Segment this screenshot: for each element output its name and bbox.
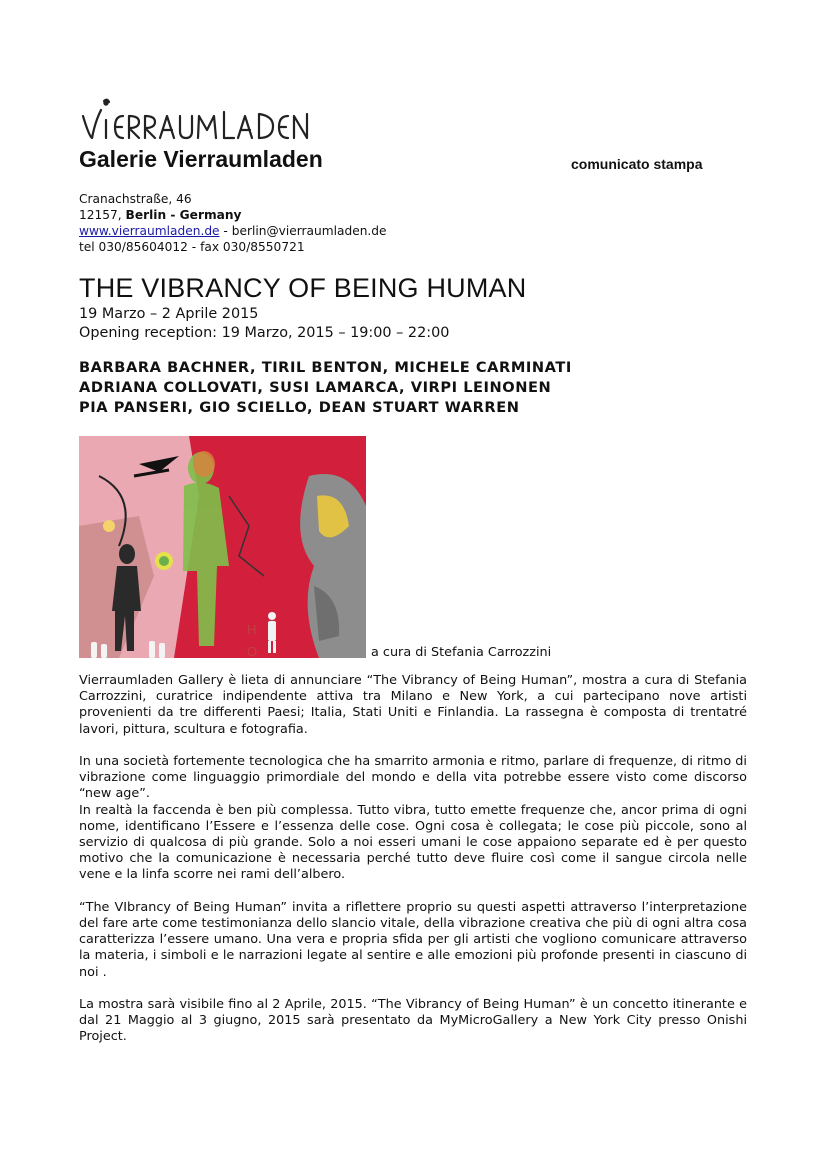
body-paragraph: “The VIbrancy of Being Human” invita a riflettere proprio su questi aspetti attraverso l’interpretazione del fare arte come testimonianza dello slancio vitale, della vibrazione creativa che più di ogni altra cosa caratterizza l’essere umano. Una vera e propria sfida per gli artisti che vogliono comunicare attraverso la materia, i simboli e le narrazioni legate al sentire e alle emozioni più profonde presenti in ciascuno di noi . xyxy=(79,899,747,980)
exhibition-dates-block xyxy=(79,305,449,343)
email-address: - berlin@vierraumladen.de xyxy=(219,224,387,238)
opening-reception: Opening reception: 19 Marzo, 2015 – 19:00 – 22:00 xyxy=(79,325,450,341)
street-address: Cranachstraße, 46 xyxy=(79,192,192,206)
artists-list xyxy=(79,358,572,418)
phone-fax: tel 030/85604012 - fax 030/8550721 xyxy=(79,240,305,254)
postal-code: 12157, xyxy=(79,208,122,222)
artists-line: PIA PANSERI, GIO SCIELLO, DEAN STUART WARREN xyxy=(79,399,520,416)
curator-credit: a cura di Stefania Carrozzini xyxy=(371,645,552,660)
contact-block xyxy=(79,191,387,255)
press-release-label: comunicato stampa xyxy=(571,156,703,172)
vierraumladen-logo xyxy=(79,98,329,144)
body-paragraph: In una società fortemente tecnologica che ha smarrito armonia e ritmo, parlare di frequenze, di ritmo di vibrazione come linguaggio primordiale del mondo e della vita potrebbe essere visto come discorso “new age”. xyxy=(79,754,747,802)
gallery-title: Galerie Vierraumladen xyxy=(79,146,323,172)
artwork-letter-o: O xyxy=(247,644,258,658)
artists-line: BARBARA BACHNER, TIRIL BENTON, MICHELE CARMINATI xyxy=(79,359,572,376)
artists-line: ADRIANA COLLOVATI, SUSI LAMARCA, VIRPI LEINONEN xyxy=(79,379,552,396)
artwork-letter-h: H xyxy=(247,622,257,637)
body-paragraph: La mostra sarà visibile fino al 2 Aprile, 2015. “The Vibrancy of Being Human” è un concetto itinerante e dal 21 Maggio al 3 giugno, 2015 sarà presentato da MyMicroGallery a New York City presso Onishi Project. xyxy=(79,997,747,1045)
postal-city xyxy=(79,207,387,223)
artwork-image xyxy=(79,436,366,658)
exhibition-dates: 19 Marzo – 2 Aprile 2015 xyxy=(79,306,259,322)
website-link[interactable]: www.vierraumladen.de xyxy=(79,224,220,238)
city-country: Berlin - Germany xyxy=(125,208,242,222)
body-paragraph: Vierraumladen Gallery è lieta di annunciare “The Vibrancy of Being Human”, mostra a cura di Stefania Carrozzini, curatrice indipendente attiva tra Milano e New York, a cui partecipano nove artisti provenienti da tre differenti Paesi; Italia, Stati Uniti e Finlandia. La rassegna è composta di trentatré lavori, pittura, scultura e fotografia. xyxy=(79,673,747,737)
web-email-line xyxy=(79,223,387,239)
body-paragraph: In realtà la faccenda è ben più complessa. Tutto vibra, tutto emette frequenze che, ancor prima di ogni nome, identificano l’Essere e l’essenza delle cose. Ogni cosa è collegata; le cose più piccole, sono al servizio di qualcosa di più grande. Solo a noi esseri umani le cose appaiono separate ed è per questo motivo che la comunicazione è necessaria perché tutto deve fluire così come il sangue circola nelle vene e la linfa scorre nei rami dell’albero. xyxy=(79,802,747,883)
exhibition-title: THE VIBRANCY OF BEING HUMAN xyxy=(79,273,527,303)
press-release-body xyxy=(79,673,747,1046)
